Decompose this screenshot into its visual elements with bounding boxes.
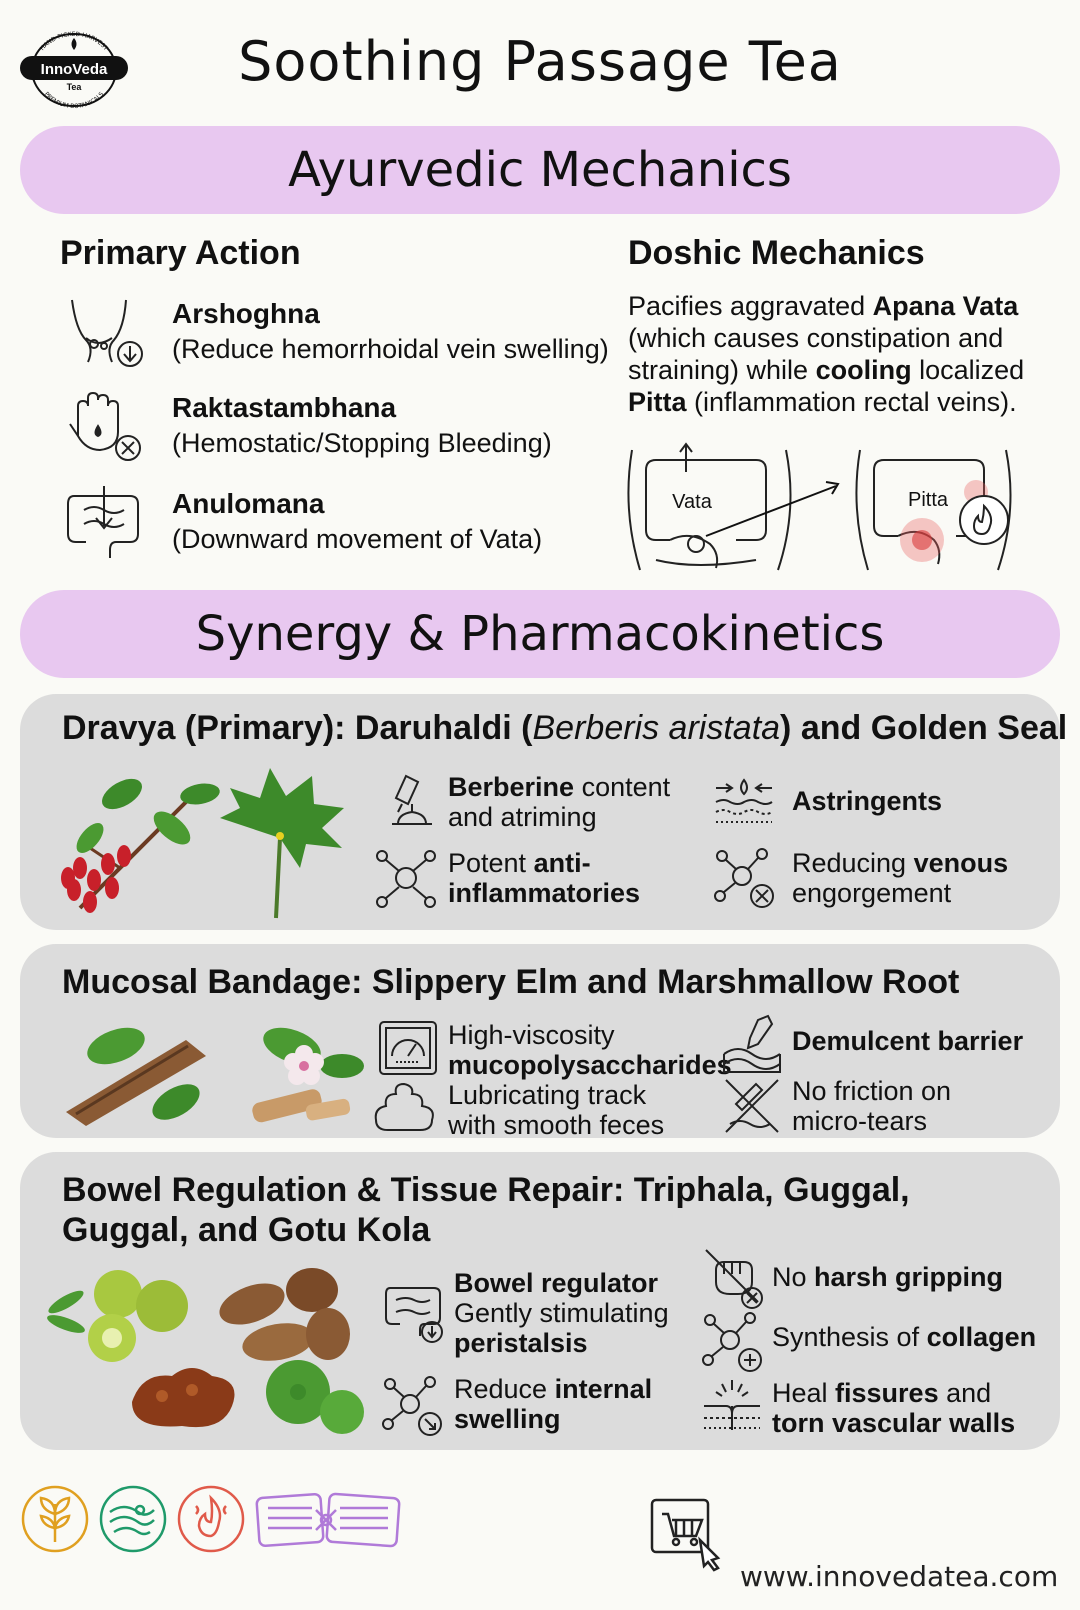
triphala-guggal-gotukola-illustration [42, 1262, 372, 1442]
panel-dravya [20, 694, 1068, 930]
molecule-reduce-icon [382, 1374, 446, 1438]
panel-bowel-regulation [20, 1152, 1060, 1450]
section-banner-ayurvedic: Ayurvedic Mechanics [20, 126, 1060, 214]
viscosity-gauge-icon [376, 1018, 440, 1082]
fire-element-icon [176, 1484, 246, 1554]
svg-text:Pitta: Pitta [907, 489, 949, 511]
daruhaldi-goldenseal-illustration [60, 768, 360, 918]
svg-text:Tea: Tea [66, 82, 82, 92]
feature-demulcent-barrier: Demulcent barrier [792, 1026, 1024, 1056]
demulcent-barrier-icon [720, 1014, 784, 1078]
feature-no-harsh-gripping: No harsh gripping [772, 1262, 1004, 1292]
section-banner-synergy: Synergy & Pharmacokinetics [20, 590, 1060, 678]
feature-bowel-regulator: Bowel regulator Gently stimulating peristalsis [454, 1268, 669, 1358]
earth-element-icon [20, 1484, 90, 1554]
svg-text:Vata: Vata [672, 491, 712, 513]
doshic-diagram [626, 440, 1046, 580]
feature-collagen-synthesis: Synthesis of collagen [772, 1322, 1037, 1352]
action-desc: (Hemostatic/Stopping Bleeding) [172, 428, 552, 458]
website-link[interactable]: www.innovedatea.com [740, 1560, 1059, 1593]
feature-anti-inflammatories: Potent anti- inflammatories [448, 848, 641, 908]
action-item-raktastambhana [64, 386, 624, 470]
svg-text:HAND-PICKED HARVEST: HAND-PICKED HARVEST [38, 30, 110, 53]
action-name: Anulomana [172, 488, 325, 519]
action-name: Arshoghna [172, 298, 320, 329]
feature-berberine: Berberine content and atriming [448, 772, 671, 832]
elm-marshmallow-illustration [56, 1016, 366, 1132]
microscope-icon [378, 770, 442, 834]
feature-astringents: Astringents [792, 786, 943, 816]
collagen-molecule-icon [702, 1310, 766, 1374]
brand-logo [18, 30, 130, 112]
primary-action-heading: Primary Action [60, 234, 301, 272]
svg-text:InnoVeda: InnoVeda [40, 61, 108, 78]
feature-venous-engorgement: Reducing venous engorgement [792, 848, 1009, 908]
panel-dravya-title: Dravya (Primary): Daruhaldi (Berberis aristata) and Golden Seal [62, 709, 1068, 747]
hemorrhoid-reduce-icon [64, 292, 146, 374]
doshic-description: Pacifies aggravated Apana Vata (which causes constipation and straining) while cooling localized Pitta (inflammation rectal veins). [628, 291, 1025, 417]
molecule-cancel-icon [714, 846, 778, 910]
feature-mucopolysaccharides: High-viscosity mucopolysaccharides [448, 1020, 732, 1080]
intestine-downward-icon [64, 482, 146, 564]
action-item-anulomana [64, 482, 624, 566]
no-gripping-icon [702, 1246, 766, 1310]
panel-bowel-title: Bowel Regulation & Tissue Repair: Triphala, Guggal, Guggal, and Gotu Kola [62, 1171, 910, 1249]
feature-lubricating-track: Lubricating track with smooth feces [448, 1080, 665, 1140]
feature-heal-fissures: Heal fissures and torn vascular walls [772, 1378, 1016, 1438]
action-desc: (Downward movement of Vata) [172, 524, 543, 554]
skin-repair-icon [700, 1376, 764, 1440]
feature-no-friction: No friction on micro-tears [792, 1076, 952, 1136]
bowel-regulator-icon [382, 1280, 446, 1344]
panel-mucosal-title: Mucosal Bandage: Slippery Elm and Marshmallow Root [62, 963, 960, 1001]
action-desc: (Reduce hemorrhoidal vein swelling) [172, 334, 609, 364]
svg-text:PREMIUM BOTANICALS: PREMIUM BOTANICALS [42, 90, 106, 111]
molecule-icon [374, 846, 438, 910]
no-friction-icon [720, 1074, 784, 1138]
action-item-arshoghna [64, 292, 624, 376]
feature-reduce-swelling: Reduce internal swelling [454, 1374, 653, 1434]
air-element-icon [98, 1484, 168, 1554]
tea-gift-bundle-icon [254, 1490, 404, 1554]
hand-stop-bleeding-icon [64, 386, 146, 468]
doshic-mechanics-heading: Doshic Mechanics [628, 234, 925, 272]
page-title: Soothing Passage Tea [238, 30, 842, 93]
action-name: Raktastambhana [172, 392, 397, 423]
panel-mucosal-bandage [20, 944, 1060, 1138]
astringent-waves-icon [712, 774, 776, 838]
stool-icon [374, 1080, 438, 1144]
shopping-cart-icon[interactable] [648, 1496, 728, 1572]
